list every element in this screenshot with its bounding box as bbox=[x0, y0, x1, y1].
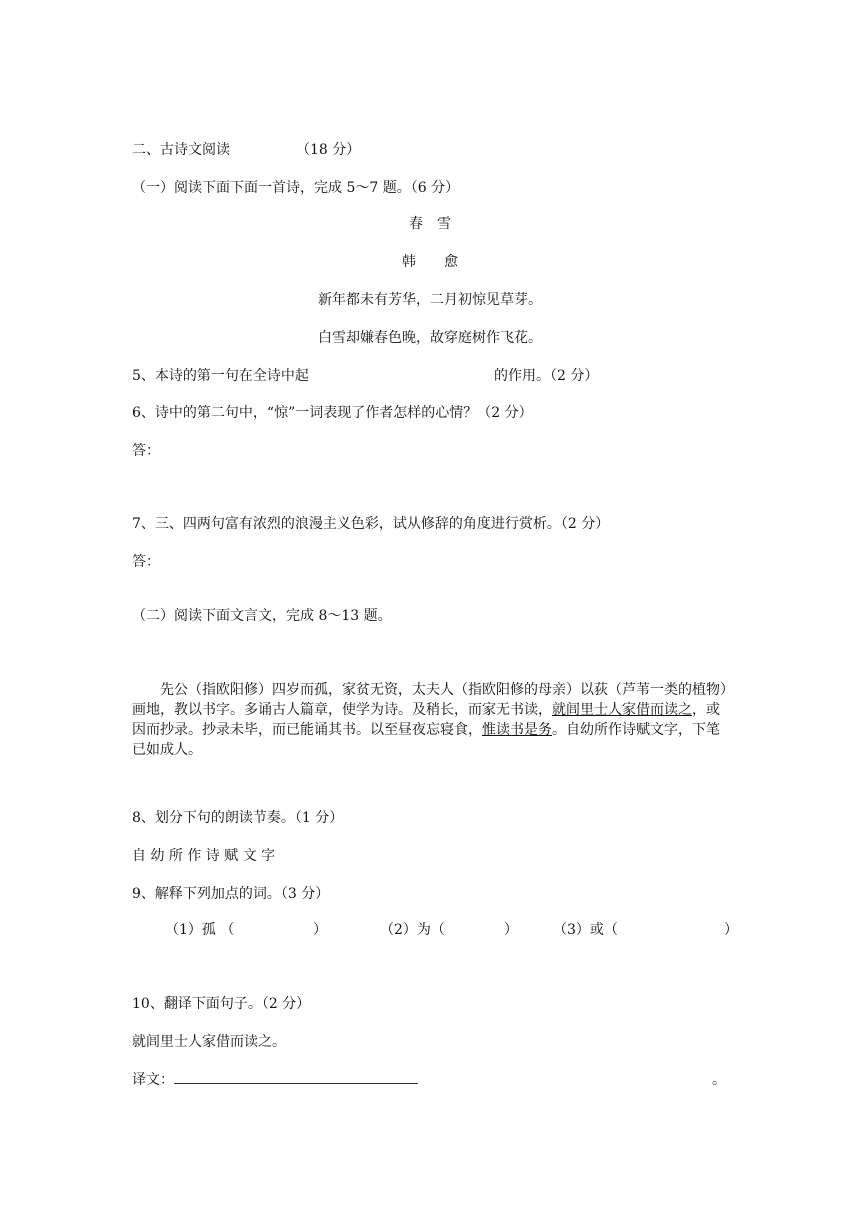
question-7-answer-label: 答： bbox=[132, 554, 160, 570]
question-9-item-3-close: ） bbox=[724, 922, 738, 938]
classical-passage bbox=[132, 680, 732, 760]
translation-blank-line bbox=[174, 1070, 418, 1084]
poem-line-1: 新年都未有芳华，二月初惊见草芽。 bbox=[318, 292, 542, 308]
section-score: （18 分） bbox=[296, 142, 361, 158]
question-5-suffix: 的作用。（2 分） bbox=[494, 368, 599, 384]
part1-intro: （一）阅读下面下面一首诗，完成 5～7 题。（6 分） bbox=[132, 180, 460, 196]
question-9-item-2: （2）为（ bbox=[380, 922, 445, 938]
question-8: 8、划分下句的朗读节奏。（1 分） bbox=[132, 810, 344, 826]
part2-intro: （二）阅读下面文言文，完成 8～13 题。 bbox=[132, 608, 392, 624]
poem-line-2: 白雪却嫌春色晚，故穿庭树作飞花。 bbox=[318, 330, 542, 346]
question-10: 10、翻译下面句子。（2 分） bbox=[132, 996, 311, 1012]
passage-text-1: 先公（指欧阳修）四岁而孤，家贫无资，太夫人（指欧阳修的母亲）以荻（芦苇一类的植物）画地，教以书字。多诵古人篇章，使学为诗。及稍长，而家无书读， bbox=[132, 682, 727, 718]
poem-title: 春 雪 bbox=[409, 216, 451, 232]
passage-text-2: ，或因而抄录。抄录未毕，而已能诵其书。以至昼夜忘寝食， bbox=[132, 702, 720, 738]
section-title: 二、古诗文阅读 bbox=[132, 142, 230, 158]
question-8-sentence: 自 幼 所 作 诗 赋 文 字 bbox=[132, 848, 276, 864]
question-6: 6、诗中的第二句中，“惊”一词表现了作者怎样的心情？（2 分） bbox=[132, 405, 533, 421]
question-5-prefix: 5、本诗的第一句在全诗中起 bbox=[132, 368, 309, 384]
translation-row bbox=[132, 1070, 418, 1090]
passage-text-3: 。自幼所作诗赋文字，下笔已如成人。 bbox=[132, 722, 720, 758]
question-9-item-1-close: ） bbox=[313, 922, 327, 938]
question-9-item-1: （1）孤 （ bbox=[165, 922, 235, 938]
translation-label: 译文： bbox=[132, 1072, 174, 1088]
question-9: 9、解释下列加点的词。（3 分） bbox=[132, 886, 330, 902]
question-9-item-2-close: ） bbox=[504, 922, 518, 938]
question-9-item-3: （3）或（ bbox=[553, 922, 618, 938]
question-7: 7、三、四两句富有浓烈的浪漫主义色彩，试从修辞的角度进行赏析。（2 分） bbox=[132, 516, 610, 532]
passage-underlined-1: 就闾里士人家借而读之 bbox=[552, 702, 692, 718]
question-6-answer-label: 答： bbox=[132, 443, 160, 459]
passage-underlined-2: 惟读书是务 bbox=[482, 722, 552, 738]
translation-end: 。 bbox=[712, 1072, 726, 1088]
poem-author: 韩 愈 bbox=[402, 254, 458, 270]
question-10-sentence: 就闾里士人家借而读之。 bbox=[132, 1034, 286, 1050]
